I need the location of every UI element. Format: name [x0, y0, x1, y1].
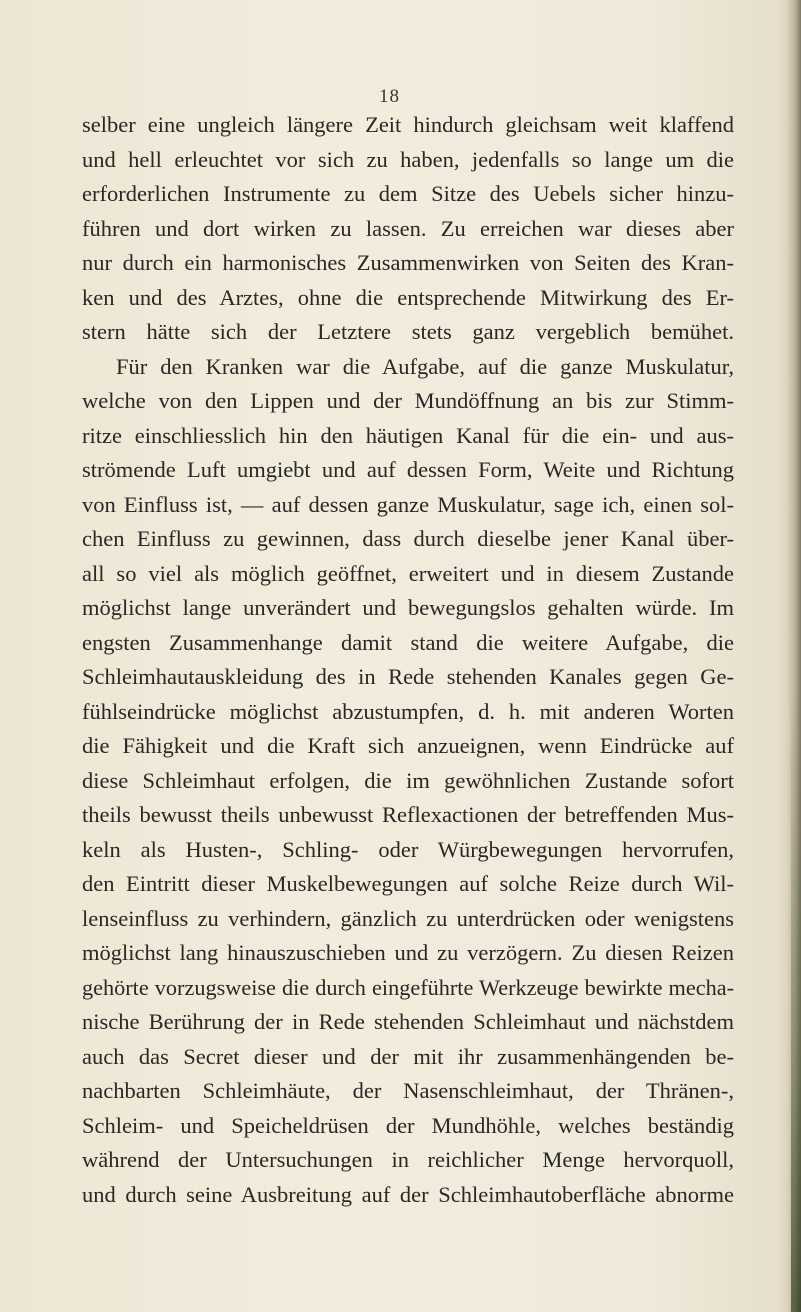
- page-number: 18: [379, 86, 400, 107]
- text-line: strömende Luft umgiebt und auf dessen Form, Weite und Richtung: [82, 457, 734, 482]
- text-line: engsten Zusammenhange damit stand die weitere Aufgabe, die: [82, 629, 734, 655]
- text-line: fühlseindrücke möglichst abzustumpfen, d. h. mit anderen Worten: [82, 698, 734, 724]
- text-line: all so viel als möglich geöffnet, erweitert und in diesem Zustande: [82, 560, 734, 586]
- text-line: welche von den Lippen und der Mundöffnung an bis zur Stimm-: [82, 388, 734, 413]
- text-line: gehörte vorzugsweise die durch eingeführte Werkzeuge bewirkte mecha-: [82, 974, 734, 1000]
- text-line: theils bewusst theils unbewusst Reflexactionen der betreffenden Mus-: [82, 802, 734, 827]
- text-line: ritze einschliesslich hin den häutigen Kanal für die ein- und aus-: [82, 422, 734, 448]
- text-line: stern hätte sich der Letztere stets ganz vergeblich bemühet.: [82, 319, 734, 344]
- text-line: führen und dort wirken zu lassen. Zu erreichen war dieses aber: [82, 215, 734, 241]
- body-text: [82, 108, 734, 1212]
- text-line: von Einfluss ist, — auf dessen ganze Muskulatur, sage ich, einen sol-: [82, 491, 734, 517]
- text-line: keln als Husten-, Schling- oder Würgbewegungen hervorrufen,: [82, 836, 734, 862]
- text-line: den Eintritt dieser Muskelbewegungen auf solche Reize durch Wil-: [82, 871, 734, 896]
- text-line: auch das Secret dieser und der mit ihr zusammenhängenden be-: [82, 1043, 734, 1069]
- text-line: und durch seine Ausbreitung auf der Schleimhautoberfläche abnorme: [82, 1181, 734, 1207]
- text-line: möglichst lange unverändert und bewegungslos gehalten würde. Im: [82, 595, 734, 620]
- text-line: nachbarten Schleimhäute, der Nasenschleimhaut, der Thränen-,: [82, 1078, 734, 1103]
- text-line: nische Berührung der in Rede stehenden Schleimhaut und nächstdem: [82, 1009, 734, 1034]
- text-line: ken und des Arztes, ohne die entsprechende Mitwirkung des Er-: [82, 284, 734, 310]
- text-line: die Fähigkeit und die Kraft sich anzueignen, wenn Eindrücke auf: [82, 733, 734, 758]
- text-line: selber eine ungleich längere Zeit hindurch gleichsam weit klaffend: [82, 112, 734, 137]
- text-line: chen Einfluss zu gewinnen, dass durch dieselbe jener Kanal über-: [82, 526, 734, 551]
- page-edge-stain: [791, 692, 801, 1312]
- text-line: nur durch ein harmonisches Zusammenwirken von Seiten des Kran-: [82, 250, 734, 275]
- text-line: und hell erleuchtet vor sich zu haben, jedenfalls so lange um die: [82, 146, 734, 172]
- text-line: diese Schleimhaut erfolgen, die im gewöhnlichen Zustande sofort: [82, 767, 734, 793]
- text-line: Für den Kranken war die Aufgabe, auf die ganze Muskulatur,: [116, 353, 734, 379]
- text-line: erforderlichen Instrumente zu dem Sitze des Uebels sicher hinzu-: [82, 181, 734, 206]
- text-line: Schleim- und Speicheldrüsen der Mundhöhle, welches beständig: [82, 1112, 734, 1138]
- text-line: während der Untersuchungen in reichlicher Menge hervorquoll,: [82, 1147, 734, 1172]
- text-line: lenseinfluss zu verhindern, gänzlich zu unterdrücken oder wenigstens: [82, 905, 734, 931]
- text-line: möglichst lang hinauszuschieben und zu verzögern. Zu diesen Reizen: [82, 940, 734, 965]
- text-line: Schleimhautauskleidung des in Rede stehenden Kanales gegen Ge-: [82, 664, 734, 689]
